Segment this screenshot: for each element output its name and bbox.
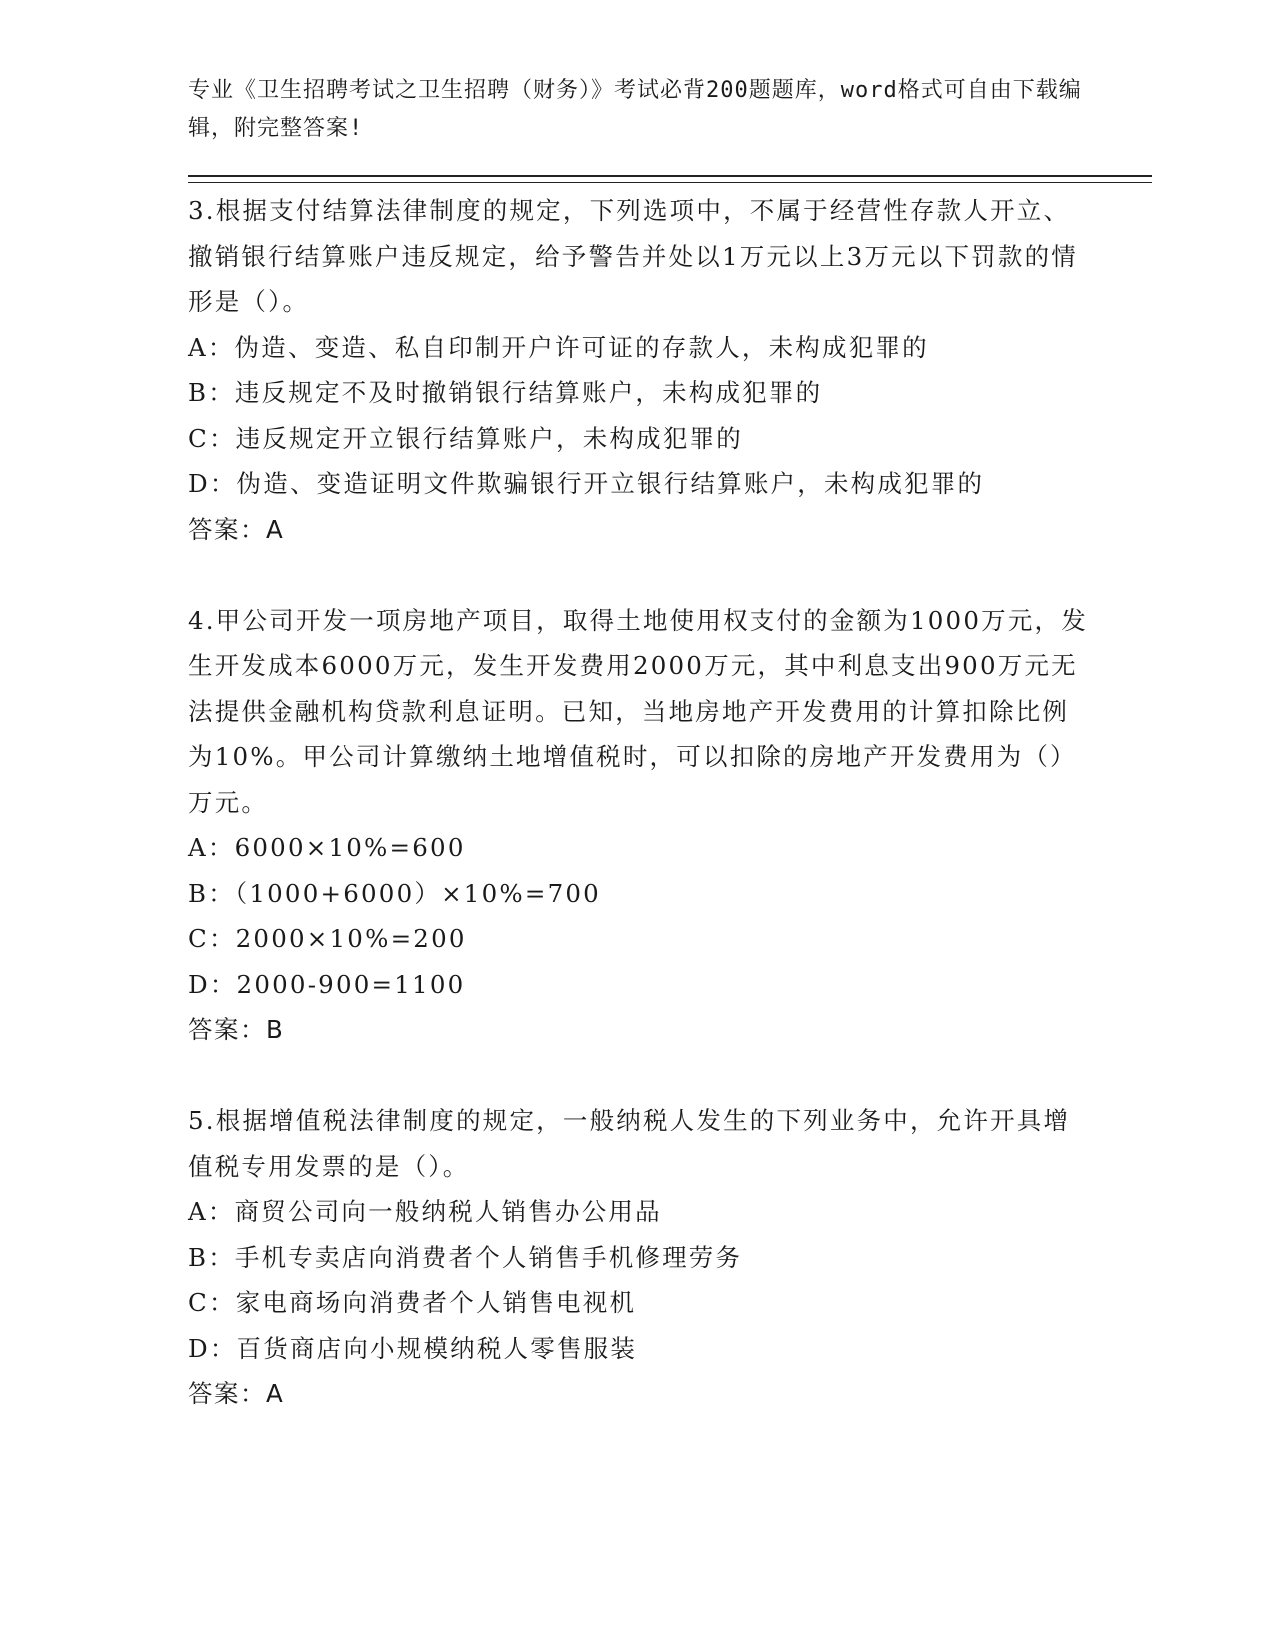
option-a: A：伪造、变造、私自印制开户许可证的存款人，未构成犯罪的 (188, 332, 929, 362)
question-stem: 4.甲公司开发一项房地产项目，取得土地使用权支付的金额为1000万元，发生开发成本6000万元，发生开发费用2000万元，其中利息支出900万元无法提供金融机构贷款利息证明。已知，当地房地产开发费用的计算扣除比例为10%。甲公司计算缴纳土地增值税时，可以扣除的房地产开发费用为（）万元。 (188, 605, 1088, 817)
option-d: D：伪造、变造证明文件欺骗银行开立银行结算账户，未构成犯罪的 (188, 469, 985, 498)
option-a: A：6000×10%=600 (188, 833, 466, 862)
option-a: A：商贸公司向一般纳税人销售办公用品 (188, 1197, 662, 1226)
option-b: B：违反规定不及时撤销银行结算账户，未构成犯罪的 (188, 378, 823, 407)
answer: 答案：B (188, 1015, 285, 1044)
question-4 (188, 598, 1088, 1053)
option-d: D：2000-900=1100 (188, 969, 466, 999)
question-5 (188, 1098, 1088, 1417)
question-stem: 3.根据支付结算法律制度的规定，下列选项中，不属于经营性存款人开立、撤销银行结算账户违反规定，给予警告并处以1万元以上3万元以下罚款的情形是（）。 (188, 196, 1078, 316)
answer: 答案：A (188, 1379, 285, 1408)
option-d: D：百货商店向小规模纳税人零售服装 (188, 1333, 638, 1363)
option-list (188, 1189, 1088, 1371)
question-list (188, 188, 1088, 1462)
header-divider-thick (188, 175, 1152, 177)
option-list (188, 825, 1088, 1007)
option-c: C：违反规定开立银行结算账户，未构成犯罪的 (188, 423, 743, 453)
header-divider-thin (188, 182, 1152, 183)
question-3 (188, 188, 1088, 552)
answer: 答案：A (188, 514, 285, 544)
document-header: 专业《卫生招聘考试之卫生招聘（财务）》考试必背200题题库，word格式可自由下载编辑，附完整答案! (188, 78, 1082, 141)
option-b: B：（1000+6000）×10%=700 (188, 878, 601, 908)
option-list (188, 325, 1088, 507)
question-stem: 5.根据增值税法律制度的规定，一般纳税人发生的下列业务中，允许开具增值税专用发票的是（）。 (188, 1106, 1071, 1181)
option-c: C：家电商场向消费者个人销售电视机 (188, 1288, 637, 1317)
option-c: C：2000×10%=200 (188, 924, 467, 953)
option-b: B：手机专卖店向消费者个人销售手机修理劳务 (188, 1242, 743, 1272)
